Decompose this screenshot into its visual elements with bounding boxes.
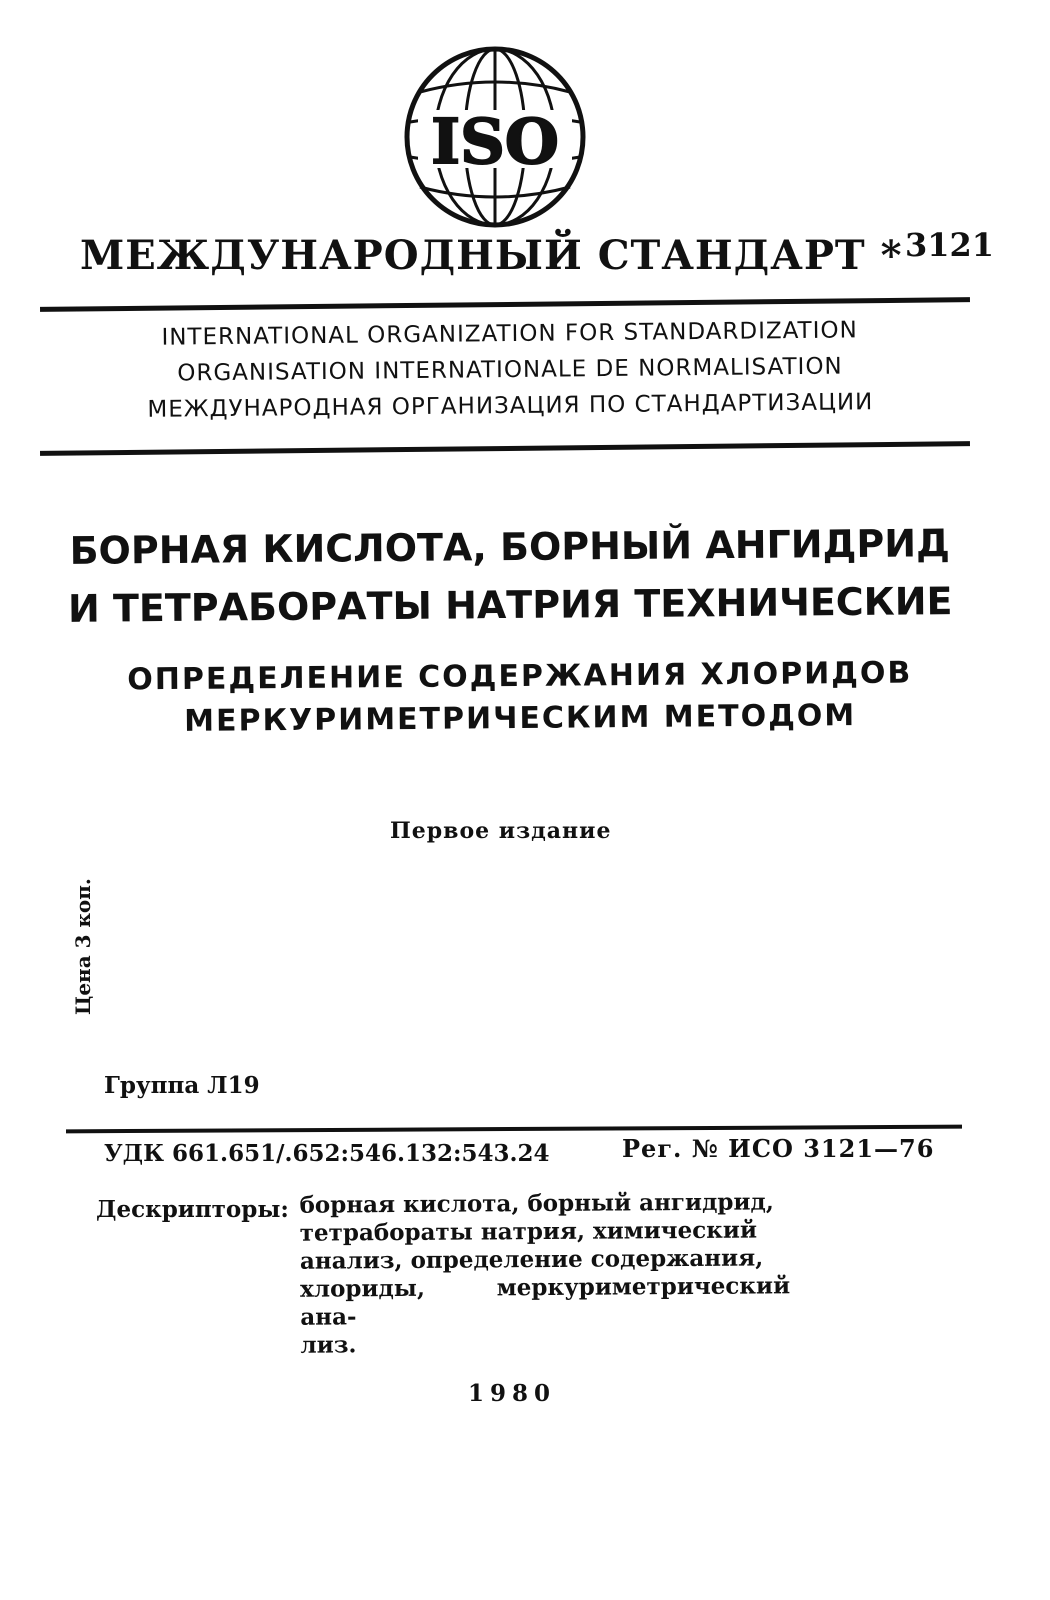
- registration-number: Рег. № ИСО 3121—76: [622, 1134, 935, 1163]
- descriptor-line: хлориды, меркуриметрический ана-: [300, 1272, 791, 1331]
- middle-rule: [40, 441, 970, 456]
- subtitle-line-2: МЕРКУРИМЕТРИЧЕСКИМ МЕТОДОМ: [184, 698, 857, 739]
- lower-rule: [66, 1125, 962, 1134]
- price-label: Цена 3 коп.: [71, 878, 95, 1015]
- iso-globe-icon: [400, 42, 590, 232]
- org-name-en: INTERNATIONAL ORGANIZATION FOR STANDARDIZATION: [161, 317, 858, 351]
- standard-heading: МЕЖДУНАРОДНЫЙ СТАНДАРТ *: [80, 232, 903, 279]
- publication-year: 1980: [468, 1380, 557, 1407]
- org-name-fr: ORGANISATION INTERNATIONALE DE NORMALISATION: [177, 353, 843, 387]
- descriptor-line: анализ, определение содержания,: [299, 1244, 764, 1275]
- descriptors-text: [299, 1188, 790, 1359]
- descriptor-line: тетрабораты натрия, химический: [299, 1216, 758, 1247]
- organization-names: [79, 312, 940, 429]
- standard-number: 3121: [905, 226, 995, 264]
- title-line-2: И ТЕТРАБОРАТЫ НАТРИЯ ТЕХНИЧЕСКИЕ: [67, 579, 953, 631]
- edition-label: Первое издание: [390, 818, 612, 844]
- descriptor-line: лиз.: [300, 1331, 357, 1359]
- subtitle-line-1: ОПРЕДЕЛЕНИЕ СОДЕРЖАНИЯ ХЛОРИДОВ: [127, 655, 913, 698]
- document-title: [40, 514, 981, 638]
- title-line-1: БОРНАЯ КИСЛОТА, БОРНЫЙ АНГИДРИД: [69, 521, 951, 573]
- descriptor-line: борная кислота, борный ангидрид,: [299, 1188, 774, 1219]
- iso-logo: [400, 42, 590, 232]
- descriptors-label: Дескрипторы:: [96, 1196, 289, 1223]
- udk-code: УДК 661.651/.652:546.132:543.24: [104, 1140, 550, 1167]
- document-subtitle: [60, 652, 981, 744]
- org-name-ru: МЕЖДУНАРОДНАЯ ОРГАНИЗАЦИЯ ПО СТАНДАРТИЗАЦИИ: [147, 389, 874, 423]
- logo-text: ISO: [431, 105, 559, 178]
- group-label: Группа Л19: [104, 1072, 260, 1099]
- top-rule: [40, 297, 970, 312]
